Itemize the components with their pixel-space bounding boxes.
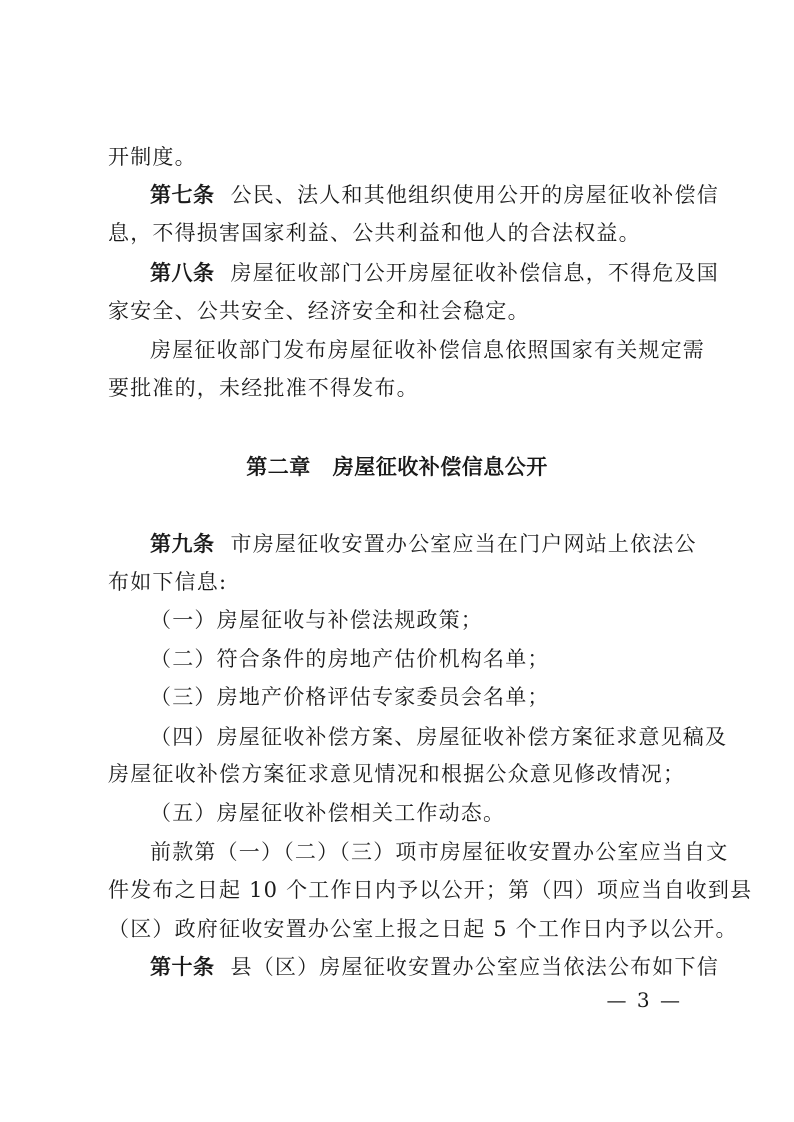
- note-line-2: 件发布之日起 10 个工作日内予以公开；第（四）项应当自收到县: [108, 878, 753, 902]
- article-label: 第十条: [150, 955, 215, 979]
- page-number: — 3 —: [606, 988, 682, 1012]
- list-item: （三）房地产价格评估专家委员会名单；: [150, 685, 550, 709]
- chapter-number: 第二章: [246, 455, 311, 479]
- list-item: （五）房屋征收补偿相关工作动态。: [150, 801, 506, 825]
- article-9-line-2: 布如下信息:: [108, 570, 228, 594]
- paragraph-line: 开制度。: [108, 145, 197, 169]
- note-line-1: 前款第（一）（二）（三）项市房屋征收安置办公室应当自文: [150, 840, 729, 864]
- list-item: （二）符合条件的房地产估价机构名单；: [150, 647, 550, 671]
- paragraph-line: 房屋征收部门发布房屋征收补偿信息依照国家有关规定需: [150, 338, 705, 362]
- list-item-continuation: 房屋征收补偿方案征求意见情况和根据公众意见修改情况；: [108, 762, 686, 786]
- chapter-heading: [0, 450, 794, 484]
- article-7-line-1: 第七条 公民、法人和其他组织使用公开的房屋征收补偿信: [150, 183, 719, 207]
- article-10-line-1: 第十条 县（区）房屋征收安置办公室应当依法公布如下信: [150, 955, 719, 979]
- article-label: 第八条: [150, 261, 215, 285]
- article-8-line-1: 第八条 房屋征收部门公开房屋征收补偿信息，不得危及国: [150, 261, 719, 285]
- article-9-line-1: 第九条 市房屋征收安置办公室应当在门户网站上依法公: [150, 532, 697, 556]
- article-label: 第七条: [150, 183, 215, 207]
- paragraph-line: 要批准的，未经批准不得发布。: [108, 376, 419, 400]
- list-item: （四）房屋征收补偿方案、房屋征收补偿方案征求意见稿及: [150, 725, 728, 749]
- list-item: （一）房屋征收与补偿法规政策；: [150, 608, 483, 632]
- article-8-line-2: 家安全、公共安全、经济安全和社会稳定。: [108, 299, 530, 323]
- chapter-title: 房屋征收补偿信息公开: [332, 455, 548, 479]
- note-line-3: （区）政府征收安置办公室上报之日起 5 个工作日内予以公开。: [108, 917, 738, 941]
- article-7-line-2: 息，不得损害国家利益、公共利益和他人的合法权益。: [108, 221, 641, 245]
- article-label: 第九条: [150, 532, 215, 556]
